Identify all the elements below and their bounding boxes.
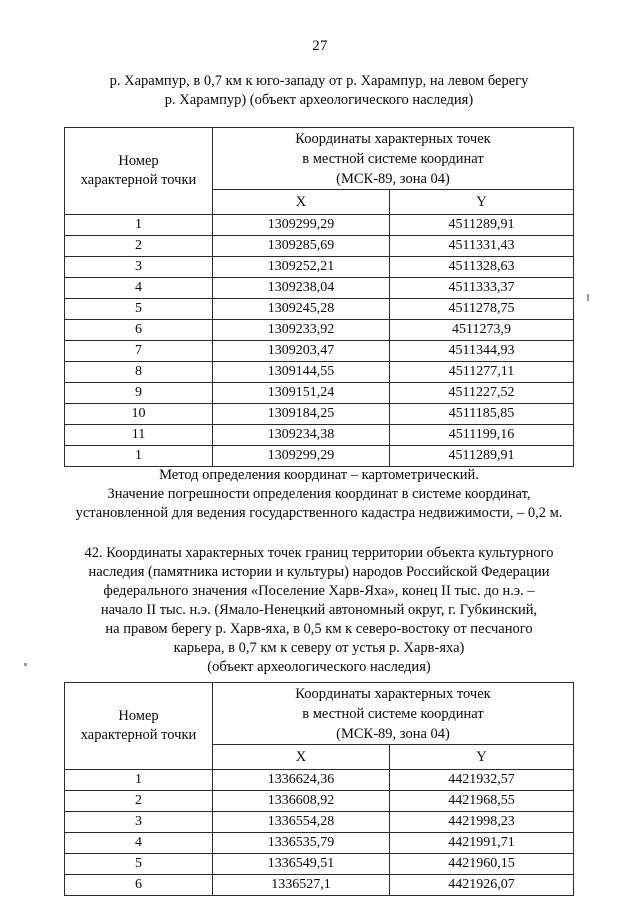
cell-y-coordinate: 4511289,91 [390,215,574,236]
table-header [65,128,574,215]
item-42-line: на правом берегу р. Харв-яха, в 0,5 км к северо-востоку от песчаного [105,621,533,637]
cell-y-coordinate: 4421968,55 [390,791,574,812]
cell-y-coordinate: 4511331,43 [390,236,574,257]
table-row [65,833,574,854]
header-paragraph-line: р. Харампур, в 0,7 км к юго-западу от р. Харампур, на левом берегу [109,73,529,89]
cell-point-number: 2 [65,791,213,812]
coordinates-table-2 [64,682,574,896]
cell-point-number: 5 [65,854,213,875]
cell-x-coordinate: 1309233,92 [213,320,390,341]
cell-x-coordinate: 1336527,1 [213,875,390,896]
table-row [65,791,574,812]
table-row [65,383,574,404]
cell-y-coordinate: 4511273,9 [390,320,574,341]
header-number-line: характерной точки [80,727,197,743]
cell-x-coordinate: 1336535,79 [213,833,390,854]
header-cell-x: X [213,190,390,215]
cell-x-coordinate: 1309252,21 [213,257,390,278]
header-paragraph [64,72,574,110]
table-row [65,812,574,833]
table-header [65,683,574,770]
cell-point-number: 9 [65,383,213,404]
cell-x-coordinate: 1336554,28 [213,812,390,833]
method-paragraph-line: Значение погрешности определения координат в системе координат, [107,486,531,502]
method-paragraph-line: установленной для ведения государственного кадастра недвижимости, – 0,2 м. [75,505,563,521]
header-coord-line: в местной системе координат [302,150,484,167]
table-row [65,854,574,875]
item-42-paragraph [64,544,574,677]
cell-x-coordinate: 1336608,92 [213,791,390,812]
cell-x-coordinate: 1309234,38 [213,425,390,446]
header-number-line: характерной точки [80,172,197,188]
cell-point-number: 10 [65,404,213,425]
item-42-line: федерального значения «Поселение Харв-Яха», конец II тыс. до н.э. – [103,583,535,599]
header-number-line: Номер [118,153,159,169]
cell-point-number: 3 [65,257,213,278]
scan-speck [24,663,27,666]
table-row [65,770,574,791]
cell-y-coordinate: 4511278,75 [390,299,574,320]
header-cell-coordinates [213,128,574,190]
cell-point-number: 4 [65,833,213,854]
cell-y-coordinate: 4511289,91 [390,446,574,467]
cell-x-coordinate: 1309245,28 [213,299,390,320]
item-42-line: начало II тыс. н.э. (Ямало-Ненецкий автономный округ, г. Губкинский, [100,602,538,618]
header-cell-coordinates [213,683,574,745]
cell-point-number: 5 [65,299,213,320]
header-number-line: Номер [118,708,159,724]
item-42-line: (объект археологического наследия) [207,659,431,675]
cell-y-coordinate: 4511199,16 [390,425,574,446]
cell-y-coordinate: 4511277,11 [390,362,574,383]
item-42-line: 42. Координаты характерных точек границ территории объекта культурного [84,545,554,561]
cell-point-number: 1 [65,446,213,467]
table-row [65,341,574,362]
cell-point-number: 6 [65,320,213,341]
cell-point-number: 2 [65,236,213,257]
method-paragraph [64,466,574,523]
cell-x-coordinate: 1336624,36 [213,770,390,791]
cell-x-coordinate: 1309151,24 [213,383,390,404]
cell-x-coordinate: 1309184,25 [213,404,390,425]
header-cell-x: X [213,745,390,770]
cell-y-coordinate: 4421932,57 [390,770,574,791]
cell-x-coordinate: 1309144,55 [213,362,390,383]
table-row [65,257,574,278]
header-coord-line: Координаты характерных точек [295,685,491,702]
header-cell-number [65,683,213,770]
header-paragraph-line: р. Харампур) (объект археологического наследия) [164,92,474,108]
header-cell-y: Y [390,745,574,770]
cell-x-coordinate: 1336549,51 [213,854,390,875]
method-paragraph-line: Метод определения координат – картометрический. [159,467,479,483]
cell-x-coordinate: 1309299,29 [213,446,390,467]
table-row [65,320,574,341]
header-cell-number [65,128,213,215]
cell-x-coordinate: 1309203,47 [213,341,390,362]
table-body-2 [65,770,574,896]
item-42-line: наследия (памятника истории и культуры) народов Российской Федерации [88,564,550,580]
table-row [65,404,574,425]
item-42-line: карьера, в 0,7 км к северу от устья р. Харв-яха) [173,640,465,656]
cell-y-coordinate: 4511328,63 [390,257,574,278]
table-row [65,299,574,320]
table-row [65,425,574,446]
table-body-1 [65,215,574,467]
cell-y-coordinate: 4421991,71 [390,833,574,854]
table-row [65,278,574,299]
cell-point-number: 1 [65,215,213,236]
table-row [65,446,574,467]
cell-y-coordinate: 4421926,07 [390,875,574,896]
cell-y-coordinate: 4511227,52 [390,383,574,404]
cell-x-coordinate: 1309238,04 [213,278,390,299]
table-row [65,215,574,236]
cell-y-coordinate: 4421960,15 [390,854,574,875]
scan-speck [587,294,589,301]
cell-point-number: 11 [65,425,213,446]
cell-y-coordinate: 4421998,23 [390,812,574,833]
cell-point-number: 1 [65,770,213,791]
table-row [65,236,574,257]
header-coord-line: (МСК-89, зона 04) [336,725,450,742]
cell-point-number: 7 [65,341,213,362]
cell-point-number: 4 [65,278,213,299]
cell-y-coordinate: 4511344,93 [390,341,574,362]
header-coord-line: (МСК-89, зона 04) [336,170,450,187]
coordinates-table-1 [64,127,574,467]
cell-x-coordinate: 1309299,29 [213,215,390,236]
cell-point-number: 6 [65,875,213,896]
cell-point-number: 3 [65,812,213,833]
header-coord-line: Координаты характерных точек [295,130,491,147]
cell-x-coordinate: 1309285,69 [213,236,390,257]
cell-point-number: 8 [65,362,213,383]
cell-y-coordinate: 4511185,85 [390,404,574,425]
table-row [65,875,574,896]
page-number: 27 [312,38,328,54]
header-coord-line: в местной системе координат [302,705,484,722]
table-row [65,362,574,383]
cell-y-coordinate: 4511333,37 [390,278,574,299]
header-cell-y: Y [390,190,574,215]
